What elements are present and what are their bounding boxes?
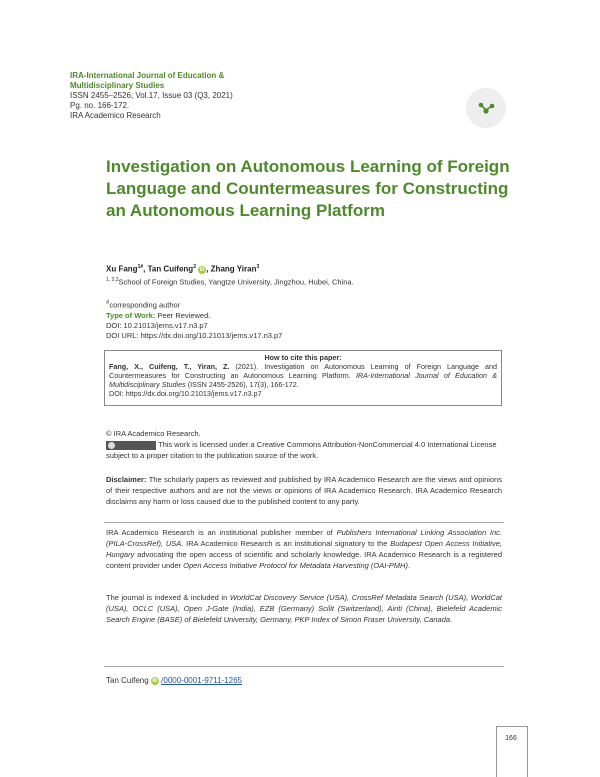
author-2-sup: 2	[193, 264, 196, 270]
member-text-4: .	[407, 561, 411, 570]
author-orcid	[106, 676, 242, 685]
citation-text	[109, 362, 497, 389]
copyright: © IRA Academico Research.	[106, 429, 201, 438]
corresponding-label: corresponding author	[109, 300, 181, 310]
citation-doi[interactable]: DOI: https://dx.doi.org/10.21013/jems.v17.n3.p7	[109, 389, 262, 398]
disclaimer-label: Disclaimer:	[106, 475, 147, 484]
paper-title: Investigation on Autonomous Learning of Foreign Language and Countermeasures for Constructing an Autonomous Learning Platform	[106, 157, 510, 220]
journal-title-line2: Multidisciplinary Studies	[70, 81, 165, 90]
indexed-italic: WorldCat Discovery Service (USA), CrossRef Metadata Search (USA), WorldCat (USA), OCLC (USA), Open J-Gate (India), EZB (Germany) Scilit (Switzerland), Airiti (China), Bielefeld Academic Search Engine (BASE) of Bielefeld University, Germany, PKP Index of Simon Fraser University, Canada	[106, 593, 502, 624]
affiliation	[106, 277, 354, 287]
citation-heading: How to cite this paper:	[264, 353, 342, 362]
creative-commons-icon[interactable]	[106, 441, 156, 450]
indexed-paragraph	[106, 592, 502, 625]
license-text: This work is licensed under a Creative Commons Attribution-NonCommercial 4.0 International License subject to a proper citation to the publication source of the work.	[106, 440, 497, 460]
affiliation-sup: 1, 2,3	[106, 277, 119, 283]
type-label: Type of Work:	[106, 310, 156, 320]
member-italic-1: Publishers International Linking Association Inc. (PILA-CrossRef), USA	[106, 528, 503, 548]
disclaimer-text: The scholarly papers as reviewed and published by IRA Academico Research are the views and opinions of their respective authors and are not the views or opinions of IRA Academico Research. IRA Academico Research disclaims any harm or loss caused due to the published content to any party.	[106, 475, 502, 506]
citation-tail: (ISSN 2455-2526), 17(3), 166-172.	[185, 380, 299, 389]
indexed-text-1: The journal is indexed & included in	[106, 593, 230, 602]
divider	[104, 522, 504, 523]
journal-header	[70, 71, 330, 121]
citation-authors: Fang, X., Cuifeng, T., Yiran, Z.	[109, 362, 230, 371]
author-1: Xu Fang	[106, 264, 138, 274]
doi-url[interactable]: DOI URL: https://dx.doi.org/10.21013/jems.v17.n3.p7	[106, 330, 283, 340]
indexed-text-2: .	[450, 615, 453, 624]
page-range: Pg. no. 166-172.	[70, 101, 130, 110]
author-3-sup: 3	[256, 264, 260, 270]
orcid-link[interactable]: /0000-0001-9711-1265	[161, 676, 242, 685]
affiliation-text: School of Foreign Studies, Yangtze University, Jingzhou, Hubei, China.	[118, 277, 354, 287]
doi: DOI: 10.21013/jems.v17.n3.p7	[106, 320, 208, 330]
divider	[104, 666, 504, 667]
license-text-wrap	[106, 439, 502, 461]
corresponding-author	[106, 298, 282, 311]
publisher: IRA Academico Research	[70, 111, 161, 120]
orcid-icon[interactable]: iD	[199, 266, 205, 273]
member-text-1: IRA Academico Research is an institutional publisher member of	[106, 528, 337, 537]
issn: ISSN 2455–2526; Vol.17, Issue 03 (Q3, 2021)	[70, 91, 233, 100]
member-text-2: . IRA Academico Research is an institutional signatory to the	[181, 539, 391, 548]
author-2: , Tan Cuifeng	[143, 264, 194, 274]
journal-title-line1: IRA-International Journal of Education &	[70, 71, 225, 80]
page-number-box	[496, 726, 528, 777]
member-text-3: advocating the open access of scientific and scholarly knowledge. IRA Academico Research is a registered content provider under	[106, 550, 502, 570]
license-block	[106, 428, 502, 461]
orcid-icon[interactable]: iD	[152, 677, 158, 684]
author-list	[106, 264, 259, 274]
page-number: 166	[505, 735, 517, 742]
orcid-author-name: Tan Cuifeng	[106, 676, 149, 685]
disclaimer	[106, 474, 502, 507]
citation-box	[104, 350, 502, 406]
member-paragraph	[106, 527, 502, 571]
author-1-sup: 1#	[137, 264, 144, 270]
corresponding-symbol: #	[106, 300, 110, 306]
type-of-work	[106, 311, 282, 321]
share-network-icon	[466, 88, 506, 128]
type-value: Peer Reviewed.	[155, 310, 211, 320]
member-italic-3: Open Access Initiative Protocol for Metadata Harvesting (OAI-PMH)	[183, 561, 408, 570]
citation-body: (2021). Investigation on Autonomous Learning of Foreign Language and Countermeasures for Constructing an Autonomous Learning Platform.	[109, 362, 497, 380]
paper-meta	[106, 298, 282, 341]
author-3: , Zhang Yiran	[206, 264, 257, 274]
member-italic-2: Budapest Open Access Initiative, Hungary	[106, 539, 502, 559]
citation-journal: IRA-International Journal of Education & Multidisciplinary Studies	[109, 371, 497, 389]
